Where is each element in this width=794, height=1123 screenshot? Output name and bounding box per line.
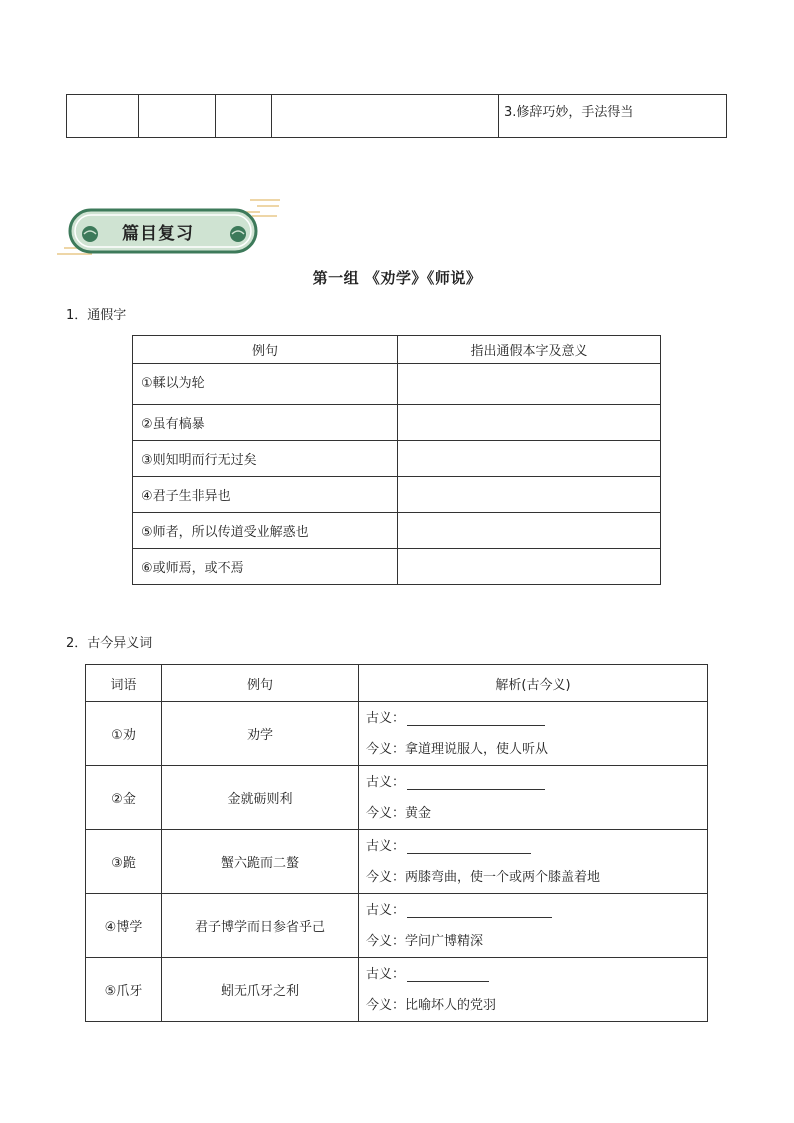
answer-cell[interactable] <box>398 441 661 477</box>
table-row <box>133 549 661 585</box>
gu-blank[interactable] <box>407 967 489 982</box>
answer-cell[interactable] <box>398 477 661 513</box>
table-row <box>133 477 661 513</box>
table-cell <box>272 95 499 138</box>
example-sentence: ①輮以为轮 <box>133 364 398 405</box>
explain-cell <box>359 702 708 766</box>
example-sentence: ④君子生非异也 <box>133 477 398 513</box>
table-row <box>86 894 708 958</box>
word-cell: ⑤爪牙 <box>86 958 162 1022</box>
table-row <box>86 830 708 894</box>
table-header-row <box>86 665 708 702</box>
column-header: 指出通假本字及意义 <box>398 336 661 364</box>
table-row <box>67 95 727 138</box>
table-row <box>86 766 708 830</box>
gu-blank[interactable] <box>407 775 545 790</box>
answer-cell[interactable] <box>398 364 661 405</box>
table-header-row <box>133 336 661 364</box>
table-row <box>86 958 708 1022</box>
sentence-cell: 金就砺则利 <box>162 766 359 830</box>
table-cell <box>216 95 272 138</box>
column-header: 解析(古今义) <box>359 665 708 702</box>
jin-text: 今义：比喻坏人的党羽 <box>366 997 497 1013</box>
gu-label: 古义： <box>366 838 406 854</box>
answer-cell[interactable] <box>398 549 661 585</box>
explain-cell <box>359 894 708 958</box>
gu-label: 古义： <box>366 774 406 790</box>
previous-table-fragment <box>66 94 727 138</box>
tongjiazi-table <box>132 335 661 585</box>
word-cell: ①劝 <box>86 702 162 766</box>
gu-label: 古义： <box>366 710 406 726</box>
answer-cell[interactable] <box>398 513 661 549</box>
table-row <box>133 405 661 441</box>
cloud-icon <box>82 226 98 242</box>
gu-blank[interactable] <box>407 903 552 918</box>
section-heading-tongjiazi: 1．通假字 <box>66 308 127 323</box>
example-sentence: ⑤师者，所以传道受业解惑也 <box>133 513 398 549</box>
column-header: 例句 <box>133 336 398 364</box>
example-sentence: ②虽有槁暴 <box>133 405 398 441</box>
gu-label: 古义： <box>366 966 406 982</box>
gu-blank[interactable] <box>407 711 545 726</box>
word-cell: ③跪 <box>86 830 162 894</box>
gu-label: 古义： <box>366 902 406 918</box>
column-header: 例句 <box>162 665 359 702</box>
table-row <box>133 441 661 477</box>
jin-text: 今义：两膝弯曲，使一个或两个膝盖着地 <box>366 869 601 885</box>
jin-text: 今义：学问广博精深 <box>366 933 484 949</box>
cloud-icon <box>230 226 246 242</box>
group-title: 第一组 《劝学》《师说》 <box>312 269 482 287</box>
sentence-cell: 君子博学而日参省乎己 <box>162 894 359 958</box>
sentence-cell: 蟹六跪而二螯 <box>162 830 359 894</box>
table-row <box>133 513 661 549</box>
table-cell <box>67 95 139 138</box>
jin-text: 今义：黄金 <box>366 805 432 821</box>
table-cell: 3.修辞巧妙，手法得当 <box>499 95 727 138</box>
example-sentence: ⑥或师焉，或不焉 <box>133 549 398 585</box>
section-heading-gujinyiyi: 2．古今异义词 <box>66 636 153 651</box>
sentence-cell: 劝学 <box>162 702 359 766</box>
answer-cell[interactable] <box>398 405 661 441</box>
explain-cell <box>359 958 708 1022</box>
gu-blank[interactable] <box>407 839 531 854</box>
explain-cell <box>359 766 708 830</box>
sentence-cell: 蚓无爪牙之利 <box>162 958 359 1022</box>
gujinyiyi-table <box>85 664 708 1022</box>
table-cell <box>139 95 216 138</box>
table-row <box>133 364 661 405</box>
word-cell: ④博学 <box>86 894 162 958</box>
column-header: 词语 <box>86 665 162 702</box>
table-row <box>86 702 708 766</box>
explain-cell <box>359 830 708 894</box>
example-sentence: ③则知明而行无过矣 <box>133 441 398 477</box>
word-cell: ②金 <box>86 766 162 830</box>
jin-text: 今义：拿道理说服人，使人听从 <box>366 741 549 757</box>
banner-title: 篇目复习 <box>122 224 194 244</box>
